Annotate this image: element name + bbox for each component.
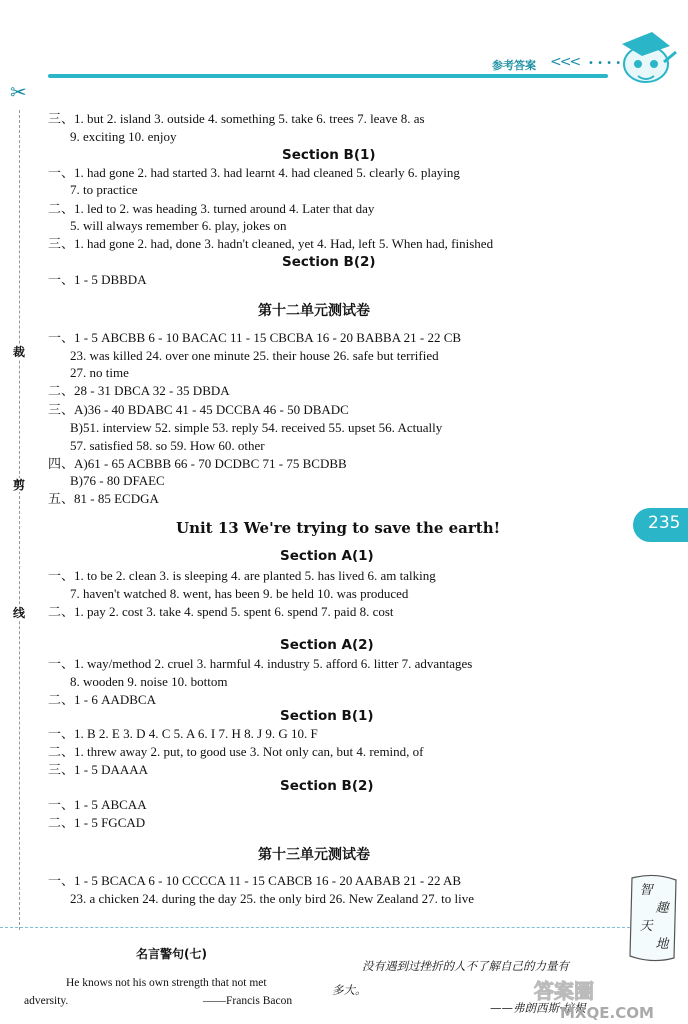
header-title: 参考答案 <box>492 59 536 72</box>
answer-line: B)51. interview 52. simple 53. reply 54. received 55. upset 56. Actually <box>70 420 443 435</box>
cut-word-1: 裁 <box>13 345 26 359</box>
quote-chinese-line1: 没有遇到过挫折的人不了解自己的力量有 <box>362 959 569 973</box>
answer-line: 7. to practice <box>70 182 138 197</box>
quote-chinese-line2: 多大。 <box>332 983 367 997</box>
answer-line: 23. was killed 24. over one minute 25. their house 26. safe but terrified <box>70 348 439 363</box>
section-heading: Section B(1) <box>280 708 374 724</box>
answer-line: 9. exciting 10. enjoy <box>70 129 177 144</box>
answer-line: 一、1 - 5 BCACA 6 - 10 CCCCA 11 - 15 CABCB 16 - 20 AABAB 21 - 22 AB <box>48 873 462 888</box>
quote-title: 名言警句(七) <box>136 947 207 961</box>
section-heading: Section B(1) <box>282 147 376 163</box>
answer-line: B)76 - 80 DFAEC <box>70 473 165 488</box>
answer-line: 一、1. had gone 2. had started 3. had learnt 4. had cleaned 5. clearly 6. playing <box>48 165 460 180</box>
answer-line: 三、1 - 5 DAAAA <box>48 762 149 777</box>
answer-line: 二、1. led to 2. was heading 3. turned around 4. Later that day <box>48 201 375 216</box>
answer-line: 一、1. to be 2. clean 3. is sleeping 4. are planted 5. has lived 6. am talking <box>48 568 436 583</box>
cut-word-3: 线 <box>13 606 26 620</box>
quote-english-line2: adversity. <box>24 995 69 1007</box>
answer-line: 二、28 - 31 DBCA 32 - 35 DBDA <box>48 383 230 398</box>
answer-line: 五、81 - 85 ECDGA <box>48 491 159 506</box>
answer-line: 二、1 - 6 AADBCA <box>48 692 156 707</box>
answer-line: 四、A)61 - 65 ACBBB 66 - 70 DCDBC 71 - 75 BCDBB <box>48 456 347 471</box>
answer-line: 一、1. B 2. E 3. D 4. C 5. A 6. I 7. H 8. J 9. G 10. F <box>48 726 318 741</box>
mascot-icon <box>608 22 680 94</box>
answer-line: 三、1. but 2. island 3. outside 4. something 5. take 6. trees 7. leave 8. as <box>48 111 425 126</box>
svg-text:智趣天地: 智趣天地 <box>639 883 669 952</box>
answer-line: 二、1. pay 2. cost 3. take 4. spend 5. spent 6. spend 7. paid 8. cost <box>48 604 394 619</box>
answer-line: 三、1. had gone 2. had, done 3. hadn't cleaned, yet 4. Had, left 5. When had, finished <box>48 236 494 251</box>
answer-line: 一、1 - 5 ABCAA <box>48 797 147 812</box>
answer-line: 23. a chicken 24. during the day 25. the only bird 26. New Zealand 27. to live <box>70 891 474 906</box>
section-heading: Section A(1) <box>280 548 374 564</box>
answer-line: 57. satisfied 58. so 59. How 60. other <box>70 438 265 453</box>
answer-line: 5. will always remember 6. play, jokes on <box>70 218 287 233</box>
answer-line: 一、1 - 5 DBBDA <box>48 272 147 287</box>
svg-text:答案圈: 答案圈 <box>534 979 594 1003</box>
quote-english-line1: He knows not his own strength that not met <box>66 977 267 989</box>
section-heading: Section B(2) <box>280 778 374 794</box>
footer-divider <box>0 927 640 928</box>
answer-line: 7. haven't watched 8. went, has been 9. be held 10. was produced <box>70 586 409 601</box>
cut-line <box>19 110 20 930</box>
test-title: 第十二单元测试卷 <box>258 303 370 319</box>
section-heading: Section B(2) <box>282 254 376 270</box>
header-arrows: <<< <box>550 54 580 70</box>
quote-english-author: ——Francis Bacon <box>203 995 293 1007</box>
answer-line: 二、1. threw away 2. put, to good use 3. Not only can, but 4. remind, of <box>48 744 424 759</box>
quote-chinese-author: ——弗朗西斯·培根 <box>490 1001 586 1015</box>
test-title: 第十三单元测试卷 <box>258 847 370 863</box>
scissors-icon: ✂ <box>10 80 27 104</box>
answer-line: 一、1. way/method 2. cruel 3. harmful 4. industry 5. afford 6. litter 7. advantages <box>48 656 473 671</box>
unit-title: Unit 13 We're trying to save the earth! <box>176 519 501 537</box>
page-number: 235 <box>648 513 681 533</box>
svg-text:MXQE.COM: MXQE.COM <box>560 1004 654 1022</box>
answer-line: 8. wooden 9. noise 10. bottom <box>70 674 228 689</box>
answer-line: 一、1 - 5 ABCBB 6 - 10 BACAC 11 - 15 CBCBA 16 - 20 BABBA 21 - 22 CB <box>48 330 462 345</box>
scroll-decoration-icon <box>624 872 684 964</box>
header-rule <box>48 74 608 78</box>
answer-line: 三、A)36 - 40 BDABC 41 - 45 DCCBA 46 - 50 DBADC <box>48 402 349 417</box>
watermark-logo <box>530 978 680 1022</box>
cut-word-2: 剪 <box>13 478 26 492</box>
answer-line: 27. no time <box>70 365 129 380</box>
answer-line: 二、1 - 5 FGCAD <box>48 815 146 830</box>
section-heading: Section A(2) <box>280 637 374 653</box>
header-dots: • • • • <box>588 58 622 69</box>
